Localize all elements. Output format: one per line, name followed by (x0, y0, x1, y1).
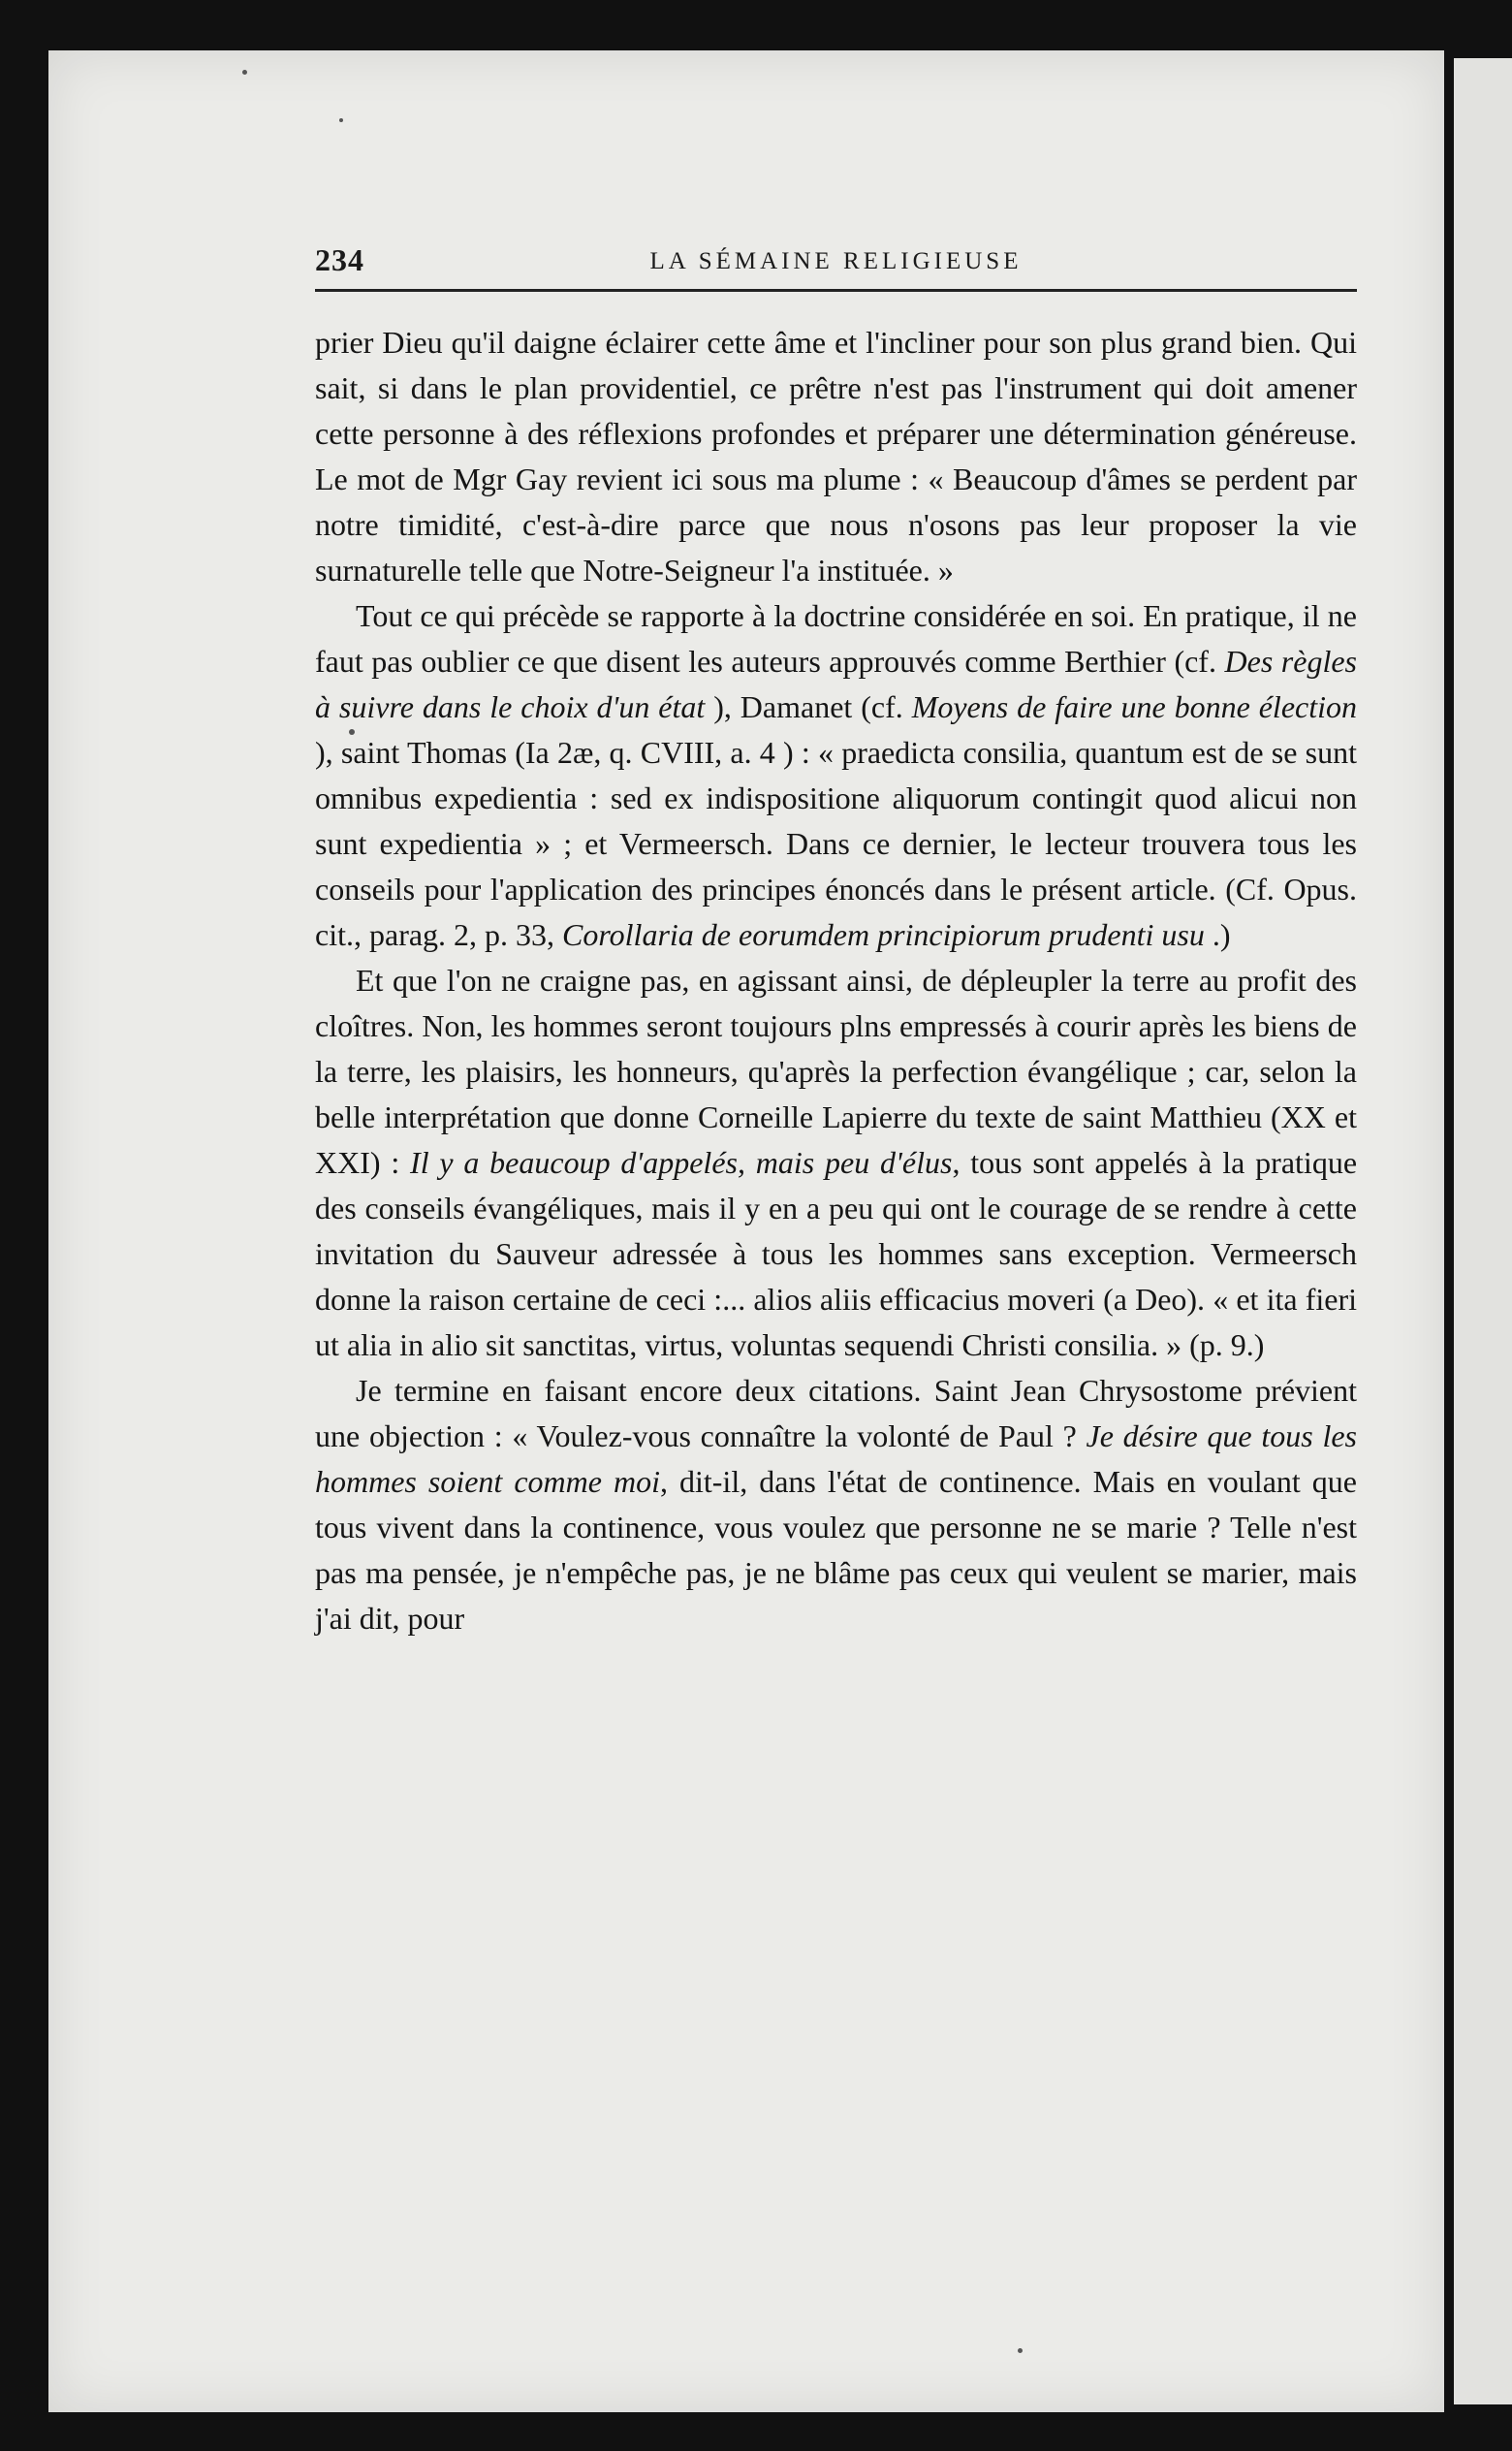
page-number: 234 (315, 242, 364, 277)
paragraph (315, 1368, 1357, 1641)
text-segment: ), Damanet (cf. (705, 689, 912, 724)
dust-speck (242, 70, 247, 75)
dust-speck (1018, 2348, 1023, 2353)
italic-text-segment: Je désire que tous les hommes soient comme moi (315, 1418, 1358, 1499)
text-segment: , tous sont appelés à la pratique des conseils évangéliques, mais il y en a peu qui ont le courage de se rendre à cette invitation du Sauveur adressée à tous les hommes sans exception. Vermeersch donne la raison certaine de ceci :... alios aliis efficacius moveri (a Deo). « et ita fieri ut alia in alio sit sanctitas, virtus, voluntas sequendi Christi consilia. » (p. 9.) (315, 1145, 1358, 1362)
italic-text-segment: Corollaria de eorumdem principiorum prudenti usu (562, 917, 1205, 952)
page-header (315, 242, 1357, 301)
italic-text-segment: Des règles à suivre dans le choix d'un état (315, 644, 1358, 724)
paragraph (315, 320, 1357, 593)
italic-text-segment: Il y a beaucoup d'appelés, mais peu d'élus (410, 1145, 953, 1180)
text-segment: , dit-il, dans l'état de continence. Mais en voulant que tous vivent dans la continence, vous voulez que personne ne se marie ? Telle n'est pas ma pensée, je n'empêche pas, je ne blâme pas ceux qui veulent se marier, mais j'ai dit, pour (315, 1464, 1358, 1636)
paragraph (315, 593, 1357, 958)
facing-page-edge (1454, 58, 1512, 2404)
text-segment: ), saint Thomas (Ia 2æ, q. CVIII, a. 4 ) : « praedicta consilia, quantum est de se sunt omnibus expedientia : sed ex indispositione aliquorum contingit quod alicui non sunt expedientia » ; et Vermeersch. Dans ce dernier, le lecteur trouvera tous les conseils pour l'application des principes énoncés dans le présent article. (Cf. Opus. cit., parag. 2, p. 33, (315, 735, 1357, 952)
text-segment: Je termine en faisant encore deux citations. Saint Jean Chrysostome prévient une objection : « Voulez-vous connaître la volonté de Paul ? (315, 1373, 1357, 1453)
header-rule (315, 289, 1357, 292)
body-text (315, 320, 1357, 1641)
text-segment: prier Dieu qu'il daigne éclairer cette âme et l'incliner pour son plus grand bien. Qui sait, si dans le plan providentiel, ce prêtre n'est pas l'instrument qui doit amener cette personne à des réflexions profondes et préparer une détermination généreuse. Le mot de Mgr Gay revient ici sous ma plume : « Beaucoup d'âmes se perdent par notre timidité, c'est-à-dire parce que nous n'osons pas leur proposer la vie surnaturelle telle que Notre-Seigneur l'a instituée. » (315, 325, 1357, 588)
text-segment: .) (1204, 917, 1231, 952)
paragraph (315, 958, 1357, 1368)
text-segment: Et que l'on ne craigne pas, en agissant ainsi, de dépleupler la terre au profit des cloîtres. Non, les hommes seront toujours plns empressés à courir après les biens de la terre, les plaisirs, les honneurs, qu'après la perfection évangélique ; car, selon la belle interprétation que donne Corneille Lapierre du texte de saint Matthieu (XX et XXI) : (315, 963, 1357, 1180)
running-title: LA SÉMAINE RELIGIEUSE (649, 248, 1023, 274)
text-segment: Tout ce qui précède se rapporte à la doctrine considérée en soi. En pratique, il ne faut pas oublier ce que disent les auteurs approuvés comme Berthier (cf. (315, 598, 1357, 679)
italic-text-segment: Moyens de faire une bonne élection (911, 689, 1358, 724)
dust-speck (339, 118, 343, 122)
